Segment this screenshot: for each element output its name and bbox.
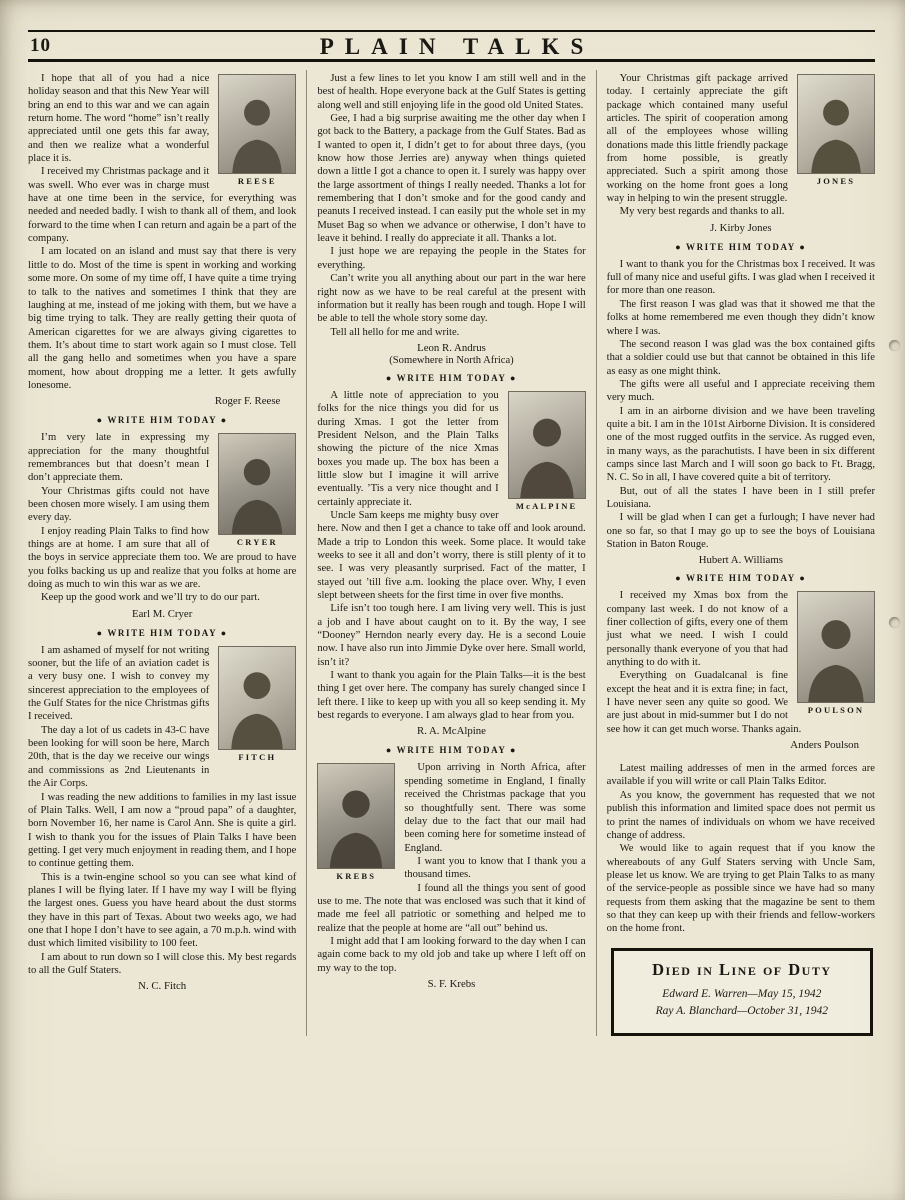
letter-signature: R. A. McAlpine <box>417 725 486 738</box>
photo-caption: FITCH <box>238 751 277 762</box>
column-1 <box>28 70 306 1036</box>
photo-poulson <box>797 591 875 715</box>
column-2 <box>306 70 595 1036</box>
binder-hole <box>889 340 900 351</box>
letter-signature: N. C. Fitch <box>138 980 187 993</box>
photo-jones <box>797 74 875 186</box>
portrait-silhouette-icon <box>318 779 394 870</box>
photo-cryer <box>218 433 296 547</box>
photo-caption: REESE <box>237 176 277 186</box>
died-in-line-of-duty-box <box>611 948 873 1037</box>
write-him-today-separator: ● WRITE HIM TODAY ● <box>675 573 807 584</box>
paragraph: Edward E. Warren—May 15, 1942 <box>662 987 822 1000</box>
paragraph: I want to thank you again for the Plain Talks—it is the best thing I get over here. The company has surely changed since I left there. I like to keep up with you all so keep sending it. My best regards to everyone. I am always glad to hear from you. <box>317 670 586 722</box>
photo-krebs <box>317 763 395 881</box>
write-him-today-separator: ● WRITE HIM TODAY ● <box>675 241 807 252</box>
portrait-photo <box>508 391 586 499</box>
letter-signature: S. F. Krebs <box>427 977 476 990</box>
paragraph: The gifts were all useful and I appreciate receiving them very much. <box>606 378 875 404</box>
letter-signature: Earl M. Cryer <box>132 607 193 620</box>
portrait-photo <box>218 74 296 174</box>
portrait-silhouette-icon <box>219 448 295 535</box>
photo-caption: CRYER <box>236 537 278 548</box>
portrait-silhouette-icon <box>798 89 874 174</box>
paragraph: Everything on Guadalcanal is fine except the heat and it is extra fine; in fact, I have never seen any quite so good. We are just about in mid-summer but I do not see how it can get much worse. Thanks again. <box>606 670 802 735</box>
paragraph: I received my Xmas box from the company last week. I do not know of a finer collection of gifts, every one of them just what we need. I wish I could personally thank everyone of you that had anything to do with it. <box>606 590 788 669</box>
letter-signature: Leon R. Andrus <box>417 341 486 354</box>
paragraph: Upon arriving in North Africa, after spending sometime in England, I finally received the Christmas package that you so thoughtfully sent. There was some delay due to the fact that our mail had been coming here for sometime instead of England. <box>404 762 586 854</box>
died-box-title: Died in Line of Duty <box>652 959 832 979</box>
letter-signature: Anders Poulson <box>790 739 859 752</box>
paragraph: The second reason I was glad was the box contained gifts that a soldier could use but that cannot be obtained in this life as easy as one might think. <box>606 338 875 377</box>
paragraph: A little note of appreciation to you folks for the nice things you did for us during Xmas. I got the letter from President Nelson, and the Plain Talks showing the picture of the nice Xmas boxes you made up. The box has been a little slow but I imagine it will arrive eventually. ’Tis a very nice thought and I certainly appreciate it. <box>317 389 499 508</box>
paragraph: Your Christmas gift package arrived today. I certainly appreciate the gift package which contained many useful articles. The spirit of cooperation among all of the employees whose willing donations made this little friendly package from home possible, is greatly appreciated. Such a spirit among those working on the home front goes a long way in helping to win the present struggle. <box>606 73 788 205</box>
photo-caption: McALPINE <box>515 500 578 511</box>
letter-roger-f-reese <box>28 72 296 408</box>
paragraph: Uncle Sam keeps me mighty busy over here. Now and then I get a chance to take off and look around. Made a trip to London this week. Some place. It would take weeks to see it all and don’t worry, there is still plenty of it to see. I was very pleasantly surprised. Fact of the matter, I stayed out ’till five a.m. looking the place over. Why, I even slept between sheets for the first time in over five months. <box>317 509 586 602</box>
paragraph: I am ashamed of myself for not writing sooner, but the life of an aviation cadet is a very busy one. I wish to convey my sincerest appreciation to the employees of the Gulf States for the nice Christmas gifts I received. <box>28 644 210 723</box>
paragraph: Latest mailing addresses of men in the armed forces are available if you will write or call Plain Talks Editor. <box>606 763 875 788</box>
photo-caption: KREBS <box>336 871 377 882</box>
paragraph: I will be glad when I can get a furlough; I have never had one so far, so that I may go up to see the boys of Louisiana Station in Baton Rouge. <box>606 512 875 550</box>
write-him-today-separator: ● WRITE HIM TODAY ● <box>385 372 518 383</box>
columns <box>28 70 875 1036</box>
paragraph: The first reason I was glad was that it showed me that the folks at home remembered me even though they didn’t know where I was. <box>606 298 875 337</box>
photo-caption: JONES <box>816 176 856 186</box>
letter-n-c-fitch <box>28 644 296 994</box>
page-number: 10 <box>30 35 51 56</box>
paragraph: I am about to run down so I will close this. My best regards to all the Gulf Staters. <box>28 951 297 976</box>
paragraph: This is a twin-engine school so you can see what kind of planes I will be flying later. If I have my way I will be flying the largest ones. Guess you have heard about the dust storms they have in this part of Texas. About two weeks ago, we had one that I hope I don’t have to see again, a 70 m.p.h. wind with dust which limited visibility to 100 feet. <box>28 871 297 950</box>
paragraph: Your Christmas gifts could not have been chosen more wisely. I am using them every day. <box>28 485 210 524</box>
paragraph: I found all the things you sent of good use to me. The note that was enclosed was such that it kind of made me feel all patriotic or something and helped me to realize that the people at home are “all out” behind us. <box>317 882 586 934</box>
letter-s-f-krebs <box>317 761 585 991</box>
column-3 <box>596 70 875 1036</box>
paragraph: Keep up the good work and we’ll try to do our part. <box>41 592 260 604</box>
paragraph: Can’t write you all anything about our part in the war here right now as we have to be real careful at the present with information but it really has been rough and tough. Hope I will be able to tell the whole story some day. <box>317 273 586 325</box>
paragraph: The day a lot of us cadets in 43-C have been looking for will soon be here, March 20th, that is the day we receive our wings and commissions as 2nd Lieutenants in the Air Corps. <box>28 724 210 790</box>
letter-hubert-a-williams <box>607 258 875 567</box>
letter-signature-note: (Somewhere in North Africa) <box>389 354 514 366</box>
portrait-photo <box>797 74 875 174</box>
paragraph: As you know, the government has requested that we not publish this information and limited space does not permit us to print the names of individuals on whom we have received change of address. <box>606 789 875 841</box>
paragraph: I just hope we are repaying the people in the States for everything. <box>317 246 586 271</box>
photo-fitch <box>218 646 296 762</box>
paragraph: I’m very late in expressing my appreciation for the many thoughtful remembrances but that doesn’t mean I don’t appreciate them. <box>28 432 210 484</box>
paragraph: My very best regards and thanks to all. <box>619 206 785 218</box>
paragraph: I want you to know that I thank you a thousand times. <box>404 855 586 881</box>
portrait-silhouette-icon <box>219 661 295 750</box>
paragraph: Ray A. Blanchard—October 31, 1942 <box>655 1005 829 1018</box>
letter-signature: J. Kirby Jones <box>710 221 772 234</box>
paragraph: I enjoy reading Plain Talks to find how things are at home. I am sure that all of the boys in service appreciate them too. We are proud to have you folks backing us up and realize that you folks at home are doing as much to win this war as we are. <box>28 525 297 591</box>
editor-notes <box>607 762 875 935</box>
letter-r-a-mcalpine <box>317 389 585 739</box>
paragraph: Tell all hello for me and write. <box>330 326 460 338</box>
paragraph: I am located on an island and must say that there is very little to do. Most of the time is spent in working and working some more. On some of my time off, I have quite a time trying to talk to the natives and sometimes I think that they are laughing at me, instead of me joking with them, but we have a big time trying to talk. They are really getting their quota of American cigarettes for we are always giving cigarettes to them. It’s about time to start work again so I must close. Tell all the gang hello and sometimes when you have a spare moment, how about dropping me a letter. It gets awfully lonesome. <box>28 246 297 391</box>
portrait-silhouette-icon <box>509 407 585 499</box>
portrait-photo <box>797 591 875 703</box>
letter-leon-r-andrus <box>317 72 585 366</box>
paragraph: We would like to again request that if you know the whereabouts of any Gulf Staters serving with Uncle Sam, please let us know. We are trying to get Plain Talks to as many of the service-people as possible since we have had so many requests from them asking that the magazine be sent to them so that they can keep up with their friends and fellow-workers on the home front. <box>606 843 875 935</box>
photo-mcalpine <box>508 391 586 511</box>
letter-earl-m-cryer <box>28 431 296 620</box>
write-him-today-separator: ● WRITE HIM TODAY ● <box>96 627 228 638</box>
photo-caption: POULSON <box>807 705 865 716</box>
portrait-photo <box>218 433 296 535</box>
binder-hole <box>889 617 900 628</box>
paragraph: I hope that all of you had a nice holiday season and that this New Year will bring an end to this war and we can again return home. The word “home” isn’t really appreciated until one gets this far away, and then we realize what a wonderful place it is. <box>28 73 210 165</box>
write-him-today-separator: ● WRITE HIM TODAY ● <box>96 415 228 426</box>
page-title: PLAIN TALKS <box>319 34 595 59</box>
paragraph: I received my Christmas package and it was swell. Who ever was in charge must have at one time been in the service, for everything was needed and needed badly. I wish to thank all of them, and look forward to the time when I can return and again be a part of the company. <box>28 166 297 245</box>
masthead <box>28 30 875 62</box>
letter-signature: Roger F. Reese <box>214 395 281 408</box>
portrait-photo <box>317 763 395 869</box>
paragraph: I was reading the new additions to families in my last issue of Plain Talks. Well, I am now a “proud papa” of a daughter, born November 16, her name is Carol Ann. She is quite a girl. I wish to thank you for the issues of Plain Talks I have been getting. I get very much enjoyment in reading them, and I hope to continue getting them. <box>28 791 297 870</box>
letter-body <box>317 72 585 339</box>
write-him-today-separator: ● WRITE HIM TODAY ● <box>385 745 518 756</box>
died-box-entries <box>622 986 862 1022</box>
paragraph: I am in an airborne division and we have been traveling quite a bit. I am in the 101st Airborne Division. It is considered one of the most rugged outfits in the service. As rugged even, in many ways, as the parachutists. I have been in six different camps since last March and I will soon go back to Ft. Bragg, N. C. So in all, I have covered quite a bit of territory. <box>606 405 875 484</box>
paragraph: Gee, I had a big surprise awaiting me the other day when I got back to the Battery, a package from the Gulf States. Bad as I wanted to open it, I didn’t get to for about three days, (you know how those Jerries are) anyway when things quieted down a little I got a chance to open it. I surely was happy over the large assortment of things I really needed. Thanks a lot for remembering that I don’t smoke and for the good candy and peanuts I received instead. I can easily put the whole set in my Muset Bag so when we advance or otherwise, I don’t have to leave it behind. I really do appreciate it all. Thanks a lot. <box>317 113 586 245</box>
portrait-silhouette-icon <box>798 608 874 704</box>
letter-j-kirby-jones <box>607 72 875 235</box>
paragraph: I might add that I am looking forward to the day when I can again come back to my old job and take up where I left off on my way to the top. <box>317 935 586 974</box>
paragraph: Life isn’t too tough here. I am living very well. This is just a job and I have about caught on to it. By the way, I see “Dooney” Herndon nearly every day. He is a second Louie now. I have also run into Jimmie Dyke over here. Small world, isn’t it? <box>317 603 586 668</box>
paragraph: But, out of all the states I have been in I still prefer Louisiana. <box>606 485 875 510</box>
letter-signature: Hubert A. Williams <box>698 554 783 567</box>
portrait-photo <box>218 646 296 750</box>
portrait-silhouette-icon <box>219 89 295 174</box>
letter-body <box>607 258 875 552</box>
paragraph: Just a few lines to let you know I am still well and in the best of health. Hope everyone back at the Gulf States is getting along well and still enjoying life in the good old United States. <box>317 73 586 111</box>
photo-reese <box>218 74 296 186</box>
letter-anders-poulson <box>607 589 875 752</box>
paragraph: I want to thank you for the Christmas box I received. It was full of many nice and useful gifts. I was glad when I received it for more than one reason. <box>606 258 875 297</box>
